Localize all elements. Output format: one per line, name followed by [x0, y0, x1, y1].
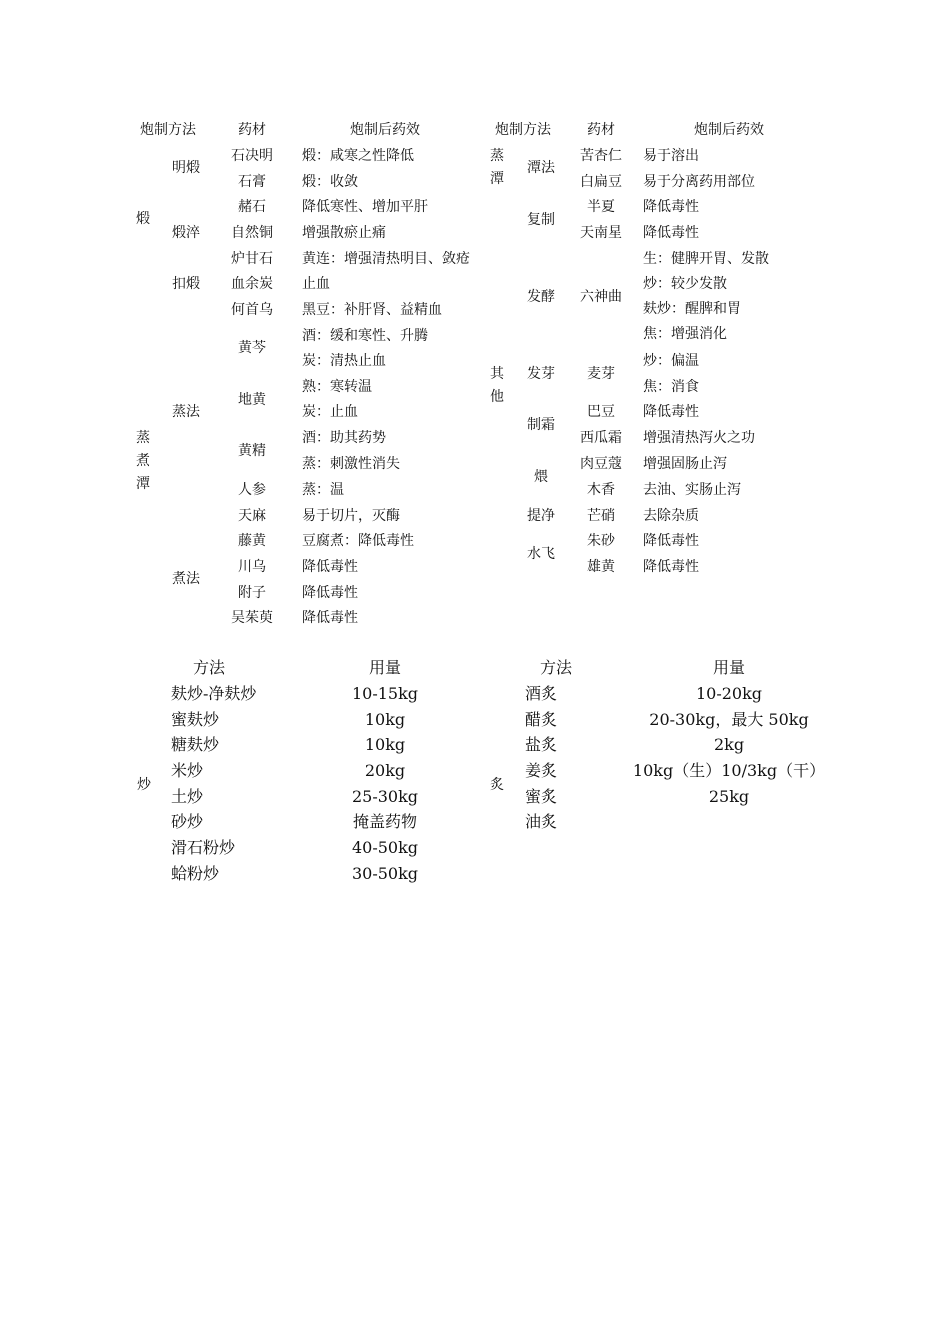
- effect-cell: 增强散瘀止痛: [302, 225, 386, 241]
- effect-cell: 熟：寒转温: [302, 379, 372, 395]
- effect-cell: 降低寒性、增加平肝: [302, 199, 428, 215]
- amount-cell: 20-30kg，最大 50kg: [649, 710, 809, 729]
- effect-cell: 降低毒性: [643, 559, 699, 575]
- herb-cell: 川乌: [238, 559, 266, 575]
- method-cell: 复制: [527, 212, 555, 228]
- herb-cell: 地黄: [238, 392, 266, 408]
- herb-cell: 雄黄: [587, 559, 615, 575]
- group-chao: 炒: [137, 777, 151, 793]
- method-cell: 发芽: [527, 366, 555, 382]
- method-cell: 姜炙: [525, 761, 558, 780]
- effect-cell: 黑豆：补肝肾、益精血: [302, 302, 442, 318]
- group-zhengzhu-char: 煮: [136, 453, 150, 469]
- group-zhengtan-char: 蒸: [490, 148, 504, 164]
- method-cell: 煮法: [172, 571, 200, 587]
- effect-cell: 降低毒性: [643, 533, 699, 549]
- method-cell: 土炒: [171, 787, 204, 806]
- herb-cell: 苦杏仁: [580, 148, 622, 164]
- group-other: [490, 367, 504, 404]
- effect-cell: 焦：增强消化: [643, 326, 727, 342]
- group-zhi: 炙: [490, 777, 504, 793]
- herb-cell: 白扁豆: [580, 174, 622, 190]
- method-cell: 酒炙: [525, 684, 558, 703]
- effect-cell: 降低毒性: [302, 585, 358, 601]
- effect-cell: 煅：咸寒之性降低: [302, 148, 414, 164]
- effect-cell: 酒：缓和寒性、升腾: [302, 328, 428, 344]
- header-herb: 药材: [238, 122, 266, 138]
- herb-cell: 六神曲: [580, 289, 622, 305]
- header-method: 方法: [192, 658, 226, 677]
- header-effect: 炮制后药效: [350, 122, 420, 138]
- effect-cell: 煅：收敛: [302, 174, 358, 190]
- header-amount: 用量: [712, 658, 746, 677]
- herb-cell: 肉豆蔻: [580, 456, 622, 472]
- method-cell: 糖麸炒: [171, 735, 220, 754]
- method-cell: 制霜: [527, 417, 555, 433]
- effect-cell: 降低毒性: [302, 559, 358, 575]
- herb-cell: 石决明: [231, 148, 273, 164]
- method-cell: 煨: [534, 469, 548, 485]
- effect-cell: 蒸：刺激性消失: [302, 456, 400, 472]
- header-amount: 用量: [368, 658, 402, 677]
- effect-cell: 酒：助其药势: [302, 430, 386, 446]
- method-cell: 煅淬: [172, 225, 200, 241]
- herb-cell: 半夏: [587, 199, 615, 215]
- method-cell: 水飞: [527, 546, 555, 562]
- header-method: 方法: [539, 658, 573, 677]
- herb-cell: 炉甘石: [231, 251, 273, 267]
- herb-cell: 自然铜: [231, 225, 273, 241]
- method-cell: 盐炙: [525, 735, 558, 754]
- amount-cell: 10kg: [364, 735, 406, 754]
- herb-cell: 血余炭: [231, 276, 273, 292]
- effect-cell: 豆腐煮：降低毒性: [302, 533, 414, 549]
- group-zhengzhu: [136, 431, 150, 491]
- method-cell: 麸炒-净麸炒: [171, 684, 257, 703]
- amount-cell: 10-20kg: [695, 684, 763, 703]
- herb-cell: 石膏: [238, 174, 266, 190]
- effect-cell: 生：健脾开胃、发散: [643, 251, 769, 267]
- herb-cell: 芒硝: [587, 508, 615, 524]
- effect-cell: 去除杂质: [643, 508, 699, 524]
- herb-cell: 朱砂: [587, 533, 615, 549]
- herb-cell: 黄芩: [238, 340, 266, 356]
- effect-cell: 蒸：温: [302, 482, 344, 498]
- method-cell: 砂炒: [171, 812, 204, 831]
- amount-cell: 40-50kg: [351, 838, 419, 857]
- herb-cell: 木香: [587, 482, 615, 498]
- effect-cell: 止血: [302, 276, 330, 292]
- herb-cell: 天麻: [238, 508, 266, 524]
- method-cell: 明煅: [172, 160, 200, 176]
- herb-cell: 附子: [238, 585, 266, 601]
- effect-cell: 降低毒性: [643, 199, 699, 215]
- amount-cell: 掩盖药物: [352, 812, 418, 831]
- amount-cell: 10kg: [364, 710, 406, 729]
- herb-cell: 吴茱萸: [231, 610, 273, 626]
- effect-cell: 炭：止血: [302, 404, 358, 420]
- amount-cell: 30-50kg: [351, 864, 419, 883]
- header-herb: 药材: [587, 122, 615, 138]
- method-cell: 米炒: [171, 761, 204, 780]
- amount-cell: 10-15kg: [351, 684, 419, 703]
- amount-cell: 25-30kg: [351, 787, 419, 806]
- effect-cell: 去油、实肠止泻: [643, 482, 741, 498]
- effect-cell: 易于分离药用部位: [643, 174, 755, 190]
- header-method: 炮制方法: [140, 122, 196, 138]
- effect-cell: 焦：消食: [643, 379, 699, 395]
- group-other-char: 其: [490, 366, 504, 382]
- method-cell: 油炙: [525, 812, 558, 831]
- method-cell: 蜜炙: [525, 787, 558, 806]
- method-cell: 醋炙: [525, 710, 558, 729]
- effect-cell: 降低毒性: [643, 225, 699, 241]
- herb-cell: 人参: [238, 482, 266, 498]
- method-cell: 蒸法: [172, 404, 200, 420]
- method-cell: 潭法: [527, 160, 555, 176]
- herb-cell: 赭石: [238, 199, 266, 215]
- effect-cell: 易于溶出: [643, 148, 699, 164]
- group-duan: 煅: [136, 211, 150, 227]
- method-cell: 蛤粉炒: [171, 864, 220, 883]
- effect-cell: 麸炒：醒脾和胃: [643, 301, 741, 317]
- herb-cell: 黄精: [238, 443, 266, 459]
- amount-cell: 20kg: [364, 761, 406, 780]
- effect-cell: 炒：偏温: [643, 353, 699, 369]
- effect-cell: 炒：较少发散: [643, 276, 727, 292]
- header-method: 炮制方法: [495, 122, 551, 138]
- effect-cell: 黄连：增强清热明目、敛疮: [302, 251, 470, 267]
- effect-cell: 炭：清热止血: [302, 353, 386, 369]
- group-zhengtan: [490, 149, 504, 186]
- effect-cell: 增强固肠止泻: [643, 456, 727, 472]
- herb-cell: 西瓜霜: [580, 430, 622, 446]
- method-cell: 扣煅: [172, 276, 200, 292]
- header-effect: 炮制后药效: [694, 122, 764, 138]
- group-zhengzhu-char: 潭: [136, 476, 150, 492]
- method-cell: 提净: [527, 508, 555, 524]
- amount-cell: 2kg: [713, 735, 745, 754]
- effect-cell: 增强清热泻火之功: [643, 430, 755, 446]
- group-zhengtan-char: 潭: [490, 171, 504, 187]
- herb-cell: 巴豆: [587, 404, 615, 420]
- amount-cell: 10kg（生）10/3kg（干）: [632, 761, 826, 780]
- herb-cell: 麦芽: [587, 366, 615, 382]
- effect-cell: 降低毒性: [643, 404, 699, 420]
- effect-cell: 降低毒性: [302, 610, 358, 626]
- effect-cell: 易于切片，灭酶: [302, 508, 400, 524]
- herb-cell: 藤黄: [238, 533, 266, 549]
- method-cell: 滑石粉炒: [171, 838, 236, 857]
- group-other-char: 他: [490, 389, 504, 405]
- herb-cell: 天南星: [580, 225, 622, 241]
- amount-cell: 25kg: [708, 787, 750, 806]
- herb-cell: 何首乌: [231, 302, 273, 318]
- group-zhengzhu-char: 蒸: [136, 430, 150, 446]
- method-cell: 发酵: [527, 289, 555, 305]
- method-cell: 蜜麸炒: [171, 710, 220, 729]
